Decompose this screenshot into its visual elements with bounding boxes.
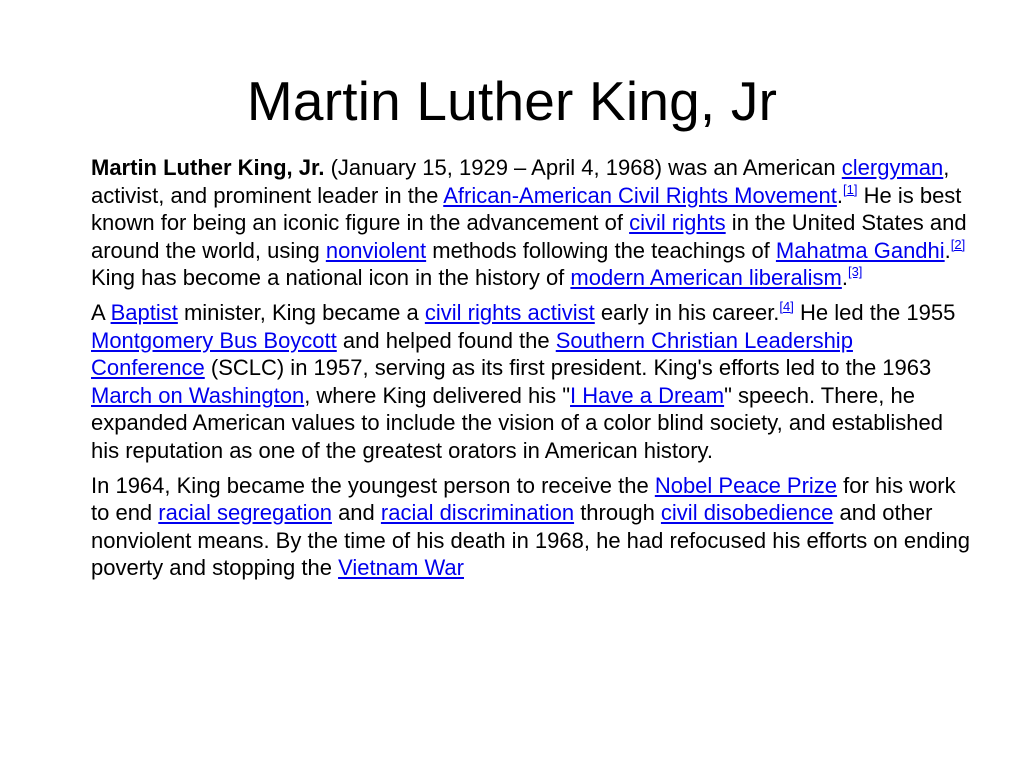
link-civil-rights-activist[interactable]: civil rights activist (424, 299, 595, 325)
text-run: . (841, 265, 848, 291)
link-racial-discrimination[interactable]: racial discrimination (380, 500, 575, 526)
text-run: , activist, and prominent leader in the (91, 155, 950, 208)
text-run: He led the 1955 (793, 299, 956, 325)
citation-ref (779, 299, 793, 314)
paragraph (91, 472, 971, 582)
text-run: through (574, 500, 661, 526)
text-run: In 1964, King became the youngest person to receive the (91, 472, 655, 498)
link-baptist[interactable]: Baptist (110, 299, 178, 325)
link-mahatma-gandhi[interactable]: Mahatma Gandhi (775, 237, 945, 263)
text-run: . (836, 182, 844, 208)
text-run: and (331, 500, 381, 526)
text-run: in the United States and around the world, using (91, 210, 967, 263)
link-modern-american-liberalism[interactable]: modern American liberalism (570, 265, 842, 291)
slide-title: Martin Luther King, Jr (246, 70, 778, 132)
citation-ref (951, 237, 965, 252)
link-nonviolent[interactable]: nonviolent (325, 237, 427, 263)
paragraph (91, 154, 971, 292)
text-run: (January 15, 1929 – April 4, 1968) was an American (324, 155, 842, 180)
link-civil-disobedience[interactable]: civil disobedience (660, 500, 834, 526)
link-vietnam-war[interactable]: Vietnam War (338, 555, 464, 581)
citation-link[interactable]: [3] (847, 264, 863, 280)
link-civil-rights[interactable]: civil rights (629, 210, 726, 236)
link-southern-christian-leadership-conference[interactable]: Southern Christian Leadership Conference (91, 327, 853, 381)
link-montgomery-bus-boycott[interactable]: Montgomery Bus Boycott (91, 327, 337, 353)
text-run: (SCLC) in 1957, serving as its first president. King's efforts led to the 1963 (204, 355, 932, 381)
text-run: . (944, 237, 951, 263)
link-racial-segregation[interactable]: racial segregation (158, 500, 332, 526)
link-i-have-a-dream[interactable]: I Have a Dream (570, 382, 725, 408)
link-march-on-washington[interactable]: March on Washington (91, 382, 305, 408)
link-african-american-civil-rights-movement[interactable]: African-American Civil Rights Movement (443, 182, 837, 208)
text-run: minister, King became a (177, 299, 425, 325)
text-run: and other nonviolent means. By the time of his death in 1968, he had refocused his efforts on ending poverty and stopping the (91, 500, 970, 581)
slide-body (91, 154, 971, 589)
link-clergyman[interactable]: clergyman (841, 155, 944, 180)
text-run: A (91, 299, 111, 325)
citation-ref (848, 264, 862, 279)
subject-name: Martin Luther King, Jr. (91, 155, 325, 180)
citation-link[interactable]: [2] (950, 236, 966, 252)
text-run: and helped found the (336, 327, 556, 353)
text-run: , where King delivered his " (304, 382, 571, 408)
text-run: King has become a national icon in the history of (91, 265, 571, 291)
link-nobel-peace-prize[interactable]: Nobel Peace Prize (654, 472, 838, 498)
text-run: He is best known for being an iconic figure in the advancement of (91, 182, 962, 236)
text-run: for his work to end (91, 472, 956, 526)
paragraph (91, 299, 971, 465)
text-run: " speech. There, he expanded American values to include the vision of a color blind society, and established his reputation as one of the greatest orators in American history. (91, 382, 944, 463)
citation-ref (843, 182, 857, 197)
text-run: methods following the teachings of (426, 237, 776, 263)
citation-link[interactable]: [4] (779, 298, 794, 314)
text-run: early in his career. (594, 299, 780, 325)
citation-link[interactable]: [1] (843, 181, 858, 197)
